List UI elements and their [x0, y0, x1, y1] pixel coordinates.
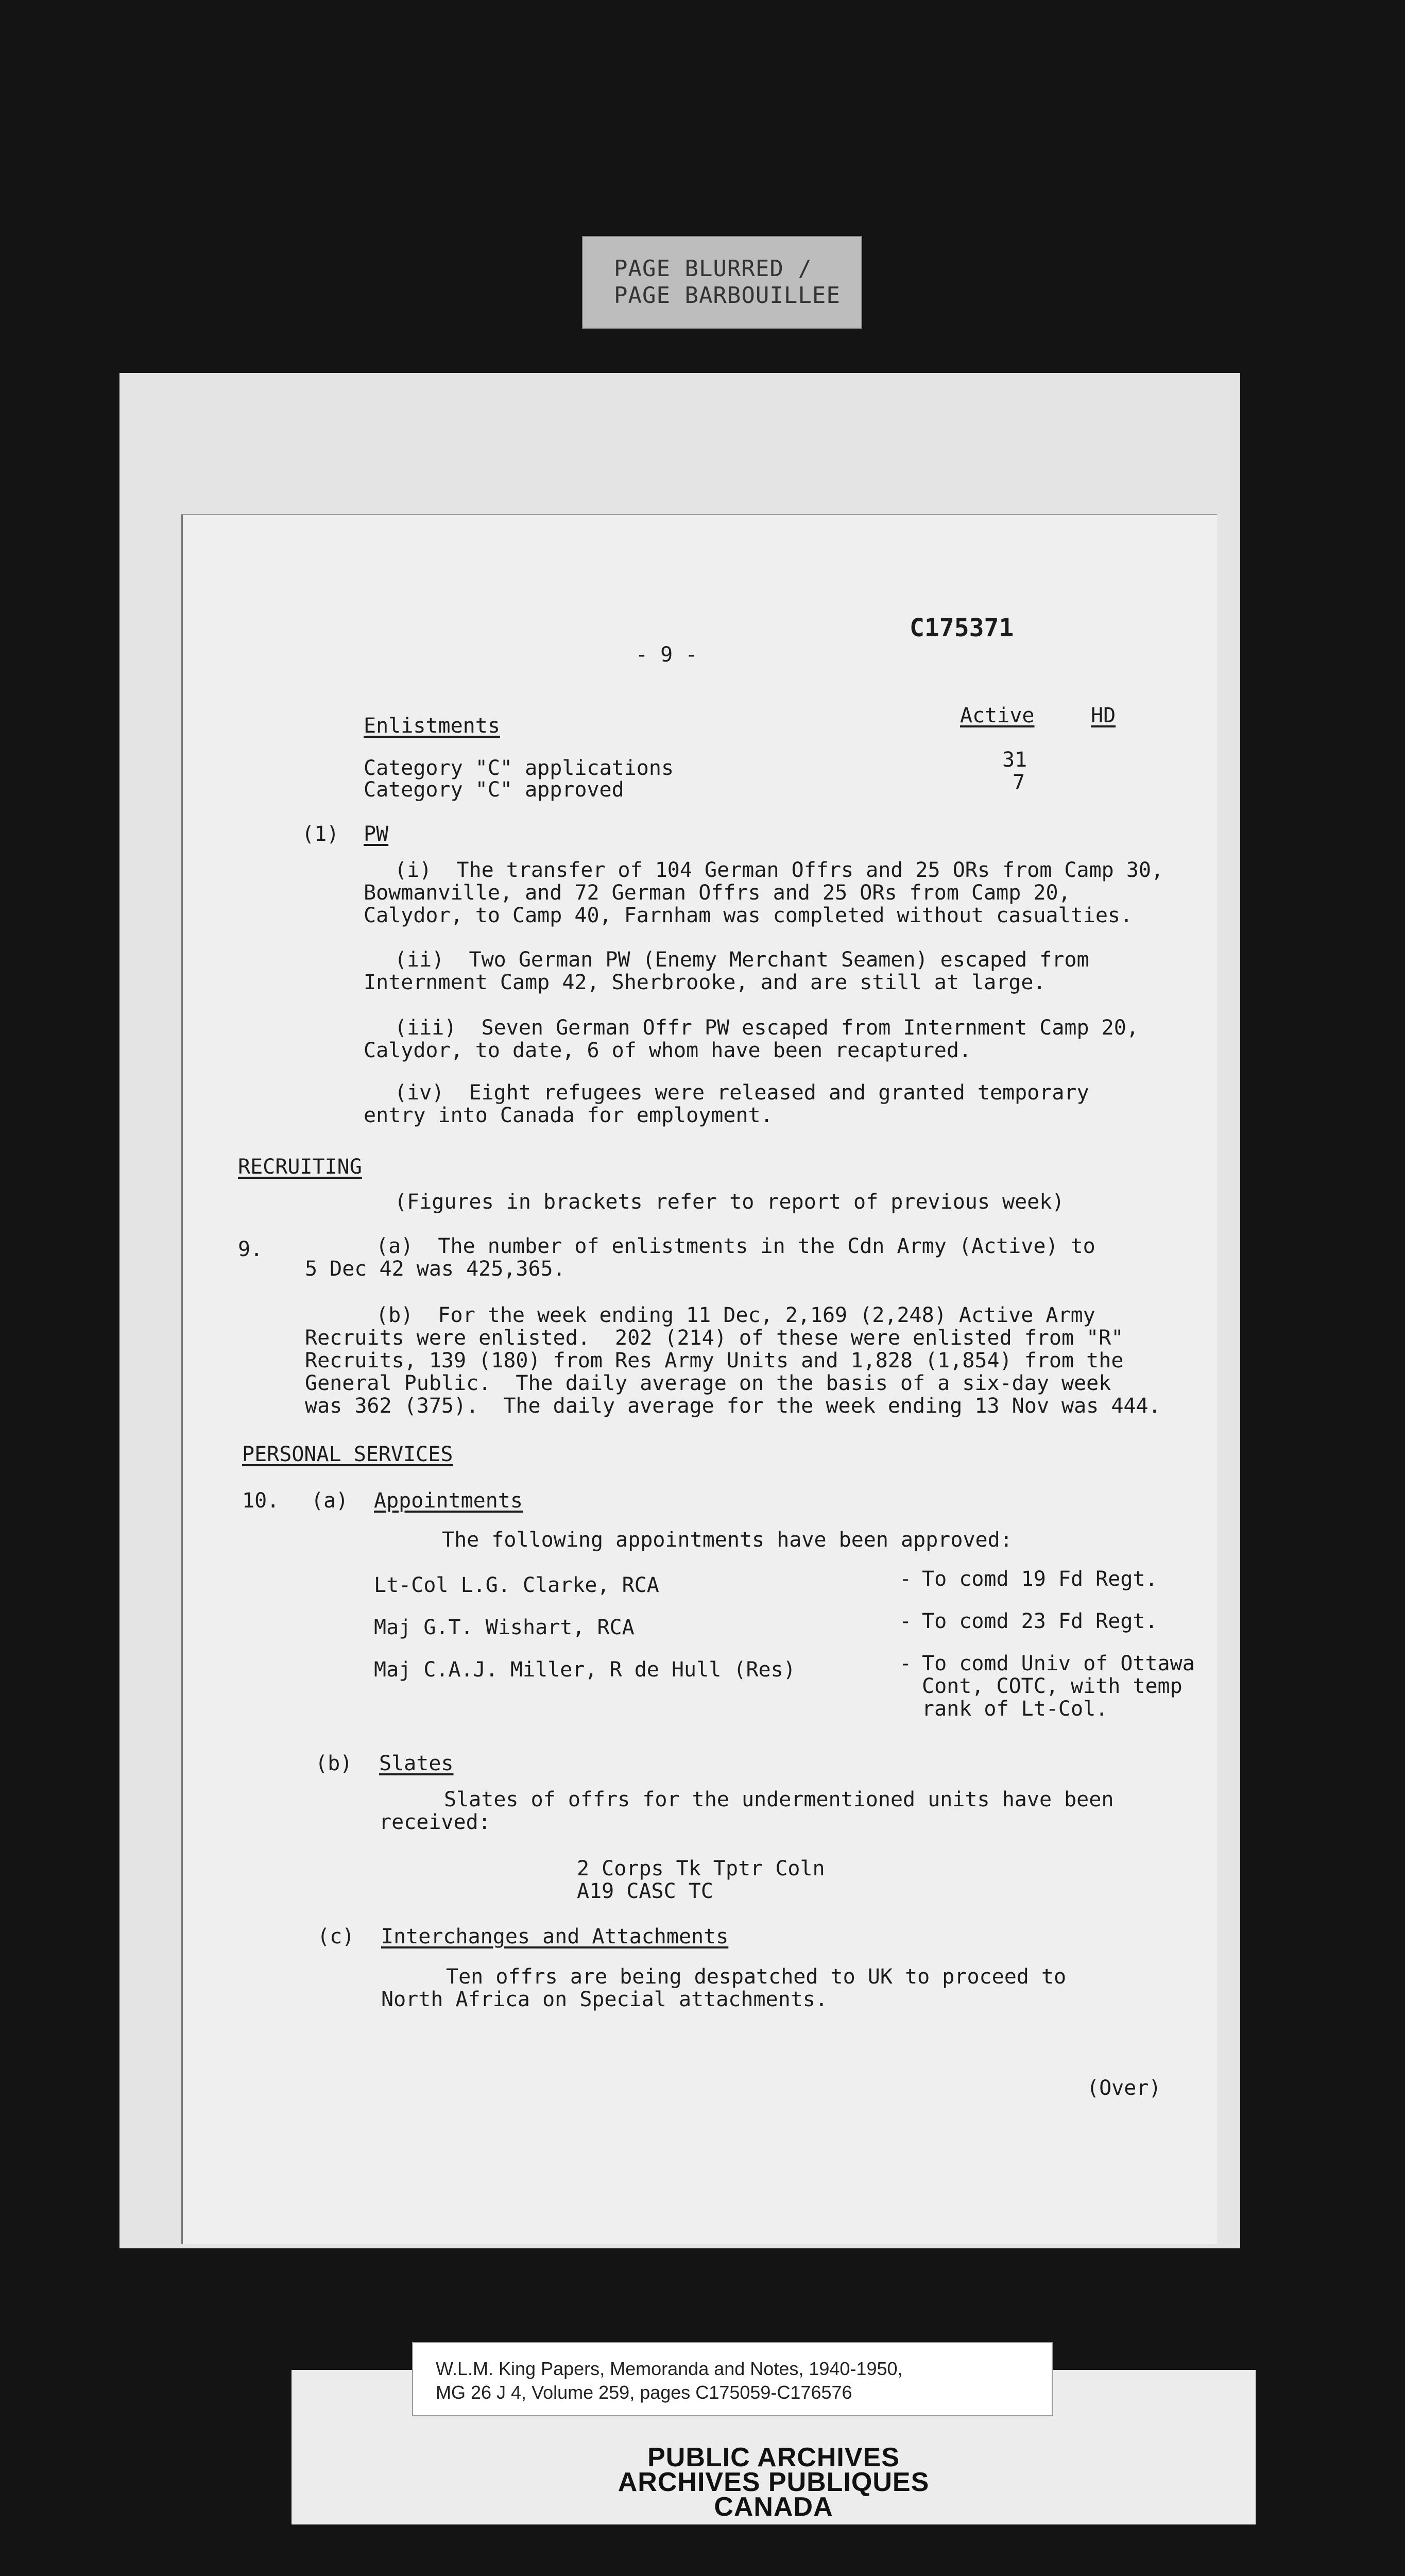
appointments-intro: The following appointments have been approved: [442, 1528, 1013, 1552]
slates-text-line: Slates of offrs for the undermentioned units have been [444, 1788, 1114, 1811]
appointee-name: Lt-Col L.G. Clarke, RCA [374, 1573, 659, 1597]
interchanges-heading: Interchanges and Attachments [381, 1925, 729, 1948]
interchanges-text-line: North Africa on Special attachments. [381, 1988, 828, 2011]
document-number: C175371 [910, 614, 1014, 642]
appointment-dash: - [899, 1609, 912, 1633]
citation-line-1: W.L.M. King Papers, Memoranda and Notes, 1940-1950, [436, 2358, 903, 2379]
slate-unit: 2 Corps Tk Tptr Coln [577, 1857, 825, 1880]
recruiting-note: (Figures in brackets refer to report of previous week) [395, 1190, 1065, 1214]
interchanges-text-line: Ten offrs are being despatched to UK to proceed to [446, 1965, 1067, 1989]
appointment-detail: To comd 23 Fd Regt. [922, 1609, 1158, 1633]
pw-para-line: (i) The transfer of 104 German Offrs and 25 ORs from Camp 30, [395, 858, 1164, 882]
slates-text-line: received: [379, 1810, 491, 1834]
appointment-detail: Cont, COTC, with temp [922, 1674, 1183, 1698]
enlistment-row-value: 7 [1013, 771, 1025, 794]
recruiting-para-line: 5 Dec 42 was 425,365. [305, 1257, 566, 1281]
pw-heading: PW [364, 822, 389, 846]
appointee-name: Maj G.T. Wishart, RCA [374, 1616, 635, 1639]
recruiting-para-line: Recruits, 139 (180) from Res Army Units and 1,828 (1,854) from the [305, 1349, 1124, 1372]
pw-para-line: Bowmanville, and 72 German Offrs and 25 ORs from Camp 20, [364, 881, 1071, 905]
citation-label [412, 2342, 1053, 2416]
personal-services-heading: PERSONAL SERVICES [242, 1443, 453, 1466]
archives-line-1: PUBLIC ARCHIVES [647, 2443, 900, 2472]
pw-para-line: entry into Canada for employment. [364, 1104, 773, 1127]
appointment-dash: - [899, 1652, 912, 1675]
hd-column-header: HD [1091, 704, 1116, 727]
section-number: 10. [242, 1489, 280, 1513]
pw-para-line: Calydor, to Camp 40, Farnham was completed without casualties. [364, 904, 1133, 927]
section-number: 9. [238, 1238, 263, 1261]
appointment-detail: To comd 19 Fd Regt. [922, 1567, 1158, 1591]
enlistment-row-label: Category "C" applications [364, 756, 674, 780]
pw-para-line: (iii) Seven German Offr PW escaped from Internment Camp 20, [395, 1016, 1139, 1040]
appointment-detail: rank of Lt-Col. [922, 1697, 1108, 1721]
over-marker: (Over) [1087, 2076, 1161, 2100]
recruiting-para-line: General Public. The daily average on the basis of a six-day week [305, 1371, 1111, 1395]
enlistments-heading: Enlistments [364, 714, 500, 738]
recruiting-para-line: (b) For the week ending 11 Dec, 2,169 (2,248) Active Army [376, 1303, 1095, 1327]
pw-para-line: (ii) Two German PW (Enemy Merchant Seamen) escaped from [395, 948, 1089, 972]
appointment-detail: To comd Univ of Ottawa [922, 1652, 1195, 1675]
appointee-name: Maj C.A.J. Miller, R de Hull (Res) [374, 1658, 796, 1682]
appointments-heading: Appointments [374, 1489, 523, 1513]
slate-unit: A19 CASC TC [577, 1879, 713, 1903]
page-number: - 9 - [636, 643, 698, 667]
recruiting-para-line: (a) The number of enlistments in the Cdn Army (Active) to [376, 1234, 1095, 1258]
stamp-line-2: PAGE BARBOUILLEE [614, 282, 841, 309]
pw-para-line: Calydor, to date, 6 of whom have been recaptured. [364, 1039, 972, 1062]
enlistment-row-value: 31 [1002, 748, 1027, 772]
enlistment-row-label: Category "C" approved [364, 778, 624, 802]
pw-marker: (1) [302, 822, 339, 846]
active-column-header: Active [960, 704, 1035, 727]
subsection-marker: (b) [315, 1752, 353, 1775]
archives-line-2: ARCHIVES PUBLIQUES [618, 2467, 930, 2497]
recruiting-heading: RECRUITING [238, 1155, 362, 1179]
recruiting-para-line: was 362 (375). The daily average for the week ending 13 Nov was 444. [305, 1394, 1161, 1418]
subsection-marker: (c) [317, 1925, 355, 1948]
stamp-line-1: PAGE BLURRED / [614, 256, 812, 282]
appointment-dash: - [899, 1567, 912, 1591]
archives-line-3: CANADA [714, 2492, 833, 2522]
subsection-marker: (a) [311, 1489, 349, 1513]
pw-para-line: Internment Camp 42, Sherbrooke, and are still at large. [364, 971, 1046, 994]
recruiting-para-line: Recruits were enlisted. 202 (214) of these were enlisted from "R" [305, 1326, 1124, 1350]
slates-heading: Slates [379, 1752, 454, 1775]
citation-line-2: MG 26 J 4, Volume 259, pages C175059-C176576 [436, 2382, 852, 2403]
pw-para-line: (iv) Eight refugees were released and granted temporary [395, 1081, 1089, 1105]
